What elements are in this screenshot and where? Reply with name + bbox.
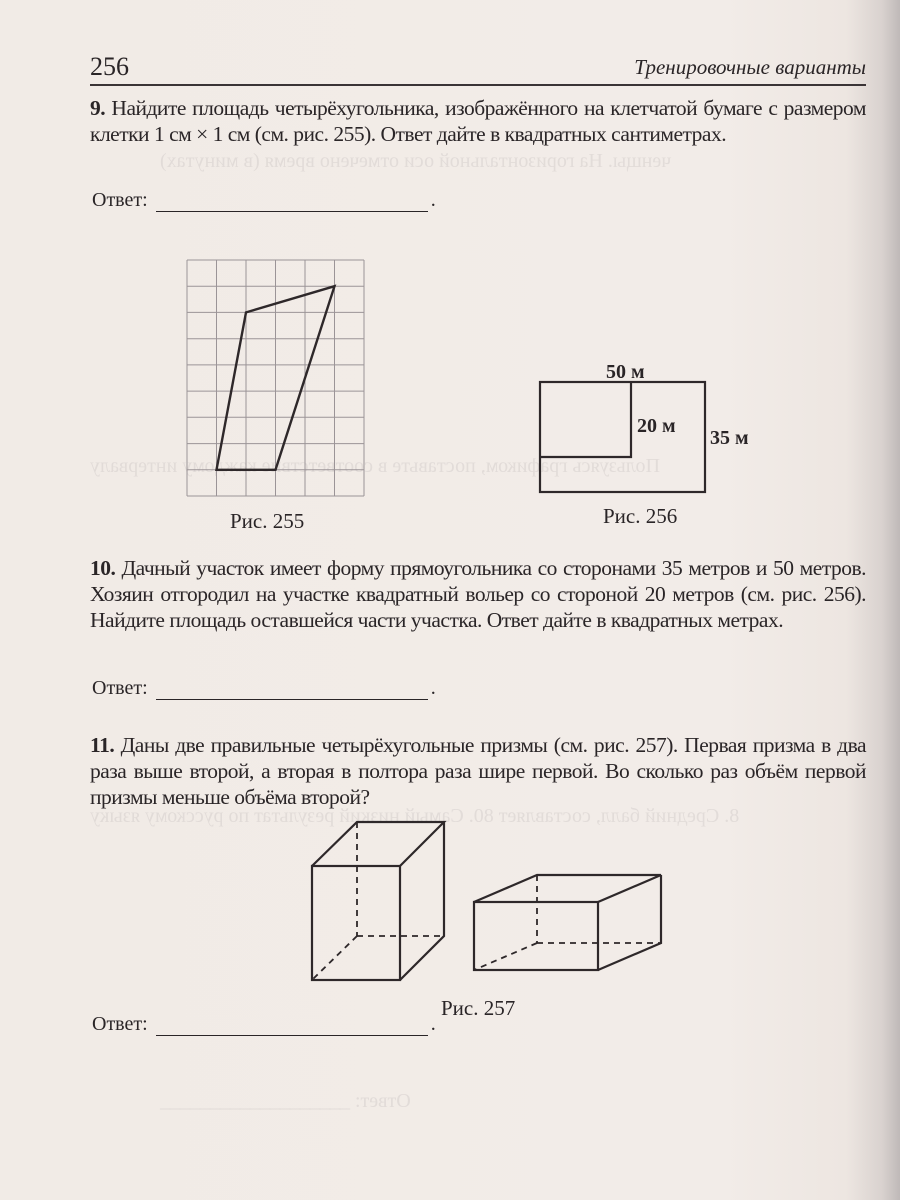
task-number: 11. — [90, 733, 115, 757]
answer-field[interactable] — [156, 1017, 428, 1036]
section-title: Тренировочные варианты — [634, 55, 866, 79]
task-10-answer: Ответ: . — [92, 677, 436, 699]
figure-255-grid — [180, 252, 380, 502]
figure-256-caption: Рис. 256 — [603, 504, 678, 528]
task-9 — [90, 95, 866, 147]
task-11 — [90, 732, 866, 810]
task-9-answer: Ответ: . — [92, 189, 436, 211]
task-10 — [90, 555, 866, 633]
answer-label: Ответ: — [92, 189, 148, 211]
label-20m: 20 м — [637, 415, 676, 437]
answer-field[interactable] — [156, 193, 428, 212]
label-50m: 50 м — [606, 361, 645, 383]
answer-label: Ответ: — [92, 677, 148, 699]
task-text: Дачный участок имеет форму прямоугольника со сторонами 35 метров и 50 метров. Хозяин отгородил на участке квадратный вольер со стороной 20 метров (см. рис. 256). Найдите площадь оставшейся части участка. Ответ дайте в квадратных метрах. — [90, 556, 867, 632]
bleed-through-text: 8. Средний балл, составляет 80. Самый низкий результат по русскому языку — [90, 805, 740, 827]
task-text: Даны две правильные четырёхугольные призмы (см. рис. 257). Первая призма в два раза выше второй, а вторая в полтора раза шире первой. Во сколько раз объём первой призмы меньше объёма второй? — [90, 733, 866, 809]
figure-255-caption: Рис. 255 — [230, 509, 305, 533]
bleed-through-text: Ответ: ___________________ — [160, 1090, 411, 1112]
figure-257-caption: Рис. 257 — [441, 996, 516, 1020]
label-35m: 35 м — [710, 427, 749, 449]
figure-256-plot — [530, 370, 730, 500]
answer-label: Ответ: — [92, 1013, 148, 1035]
bleed-through-text: Пользуясь графиком, поставьте в соответствие каждому интервалу — [90, 455, 660, 477]
figure-257-prisms — [290, 815, 690, 995]
task-number: 9. — [90, 96, 106, 120]
bleed-through-text: ченщы. На горизонтальной оси отмечено время (в минутах) — [160, 150, 672, 172]
answer-field[interactable] — [156, 681, 428, 700]
task-text: Найдите площадь четырёхугольника, изображённого на клетчатой бумаге с размером клетки 1 см × 1 см (см. рис. 255). Ответ дайте в квадратных сантиметрах. — [90, 96, 866, 146]
task-number: 10. — [90, 556, 116, 580]
page-number: 256 — [90, 52, 129, 81]
task-11-answer: Ответ: . — [92, 1013, 436, 1035]
running-header — [90, 52, 866, 86]
